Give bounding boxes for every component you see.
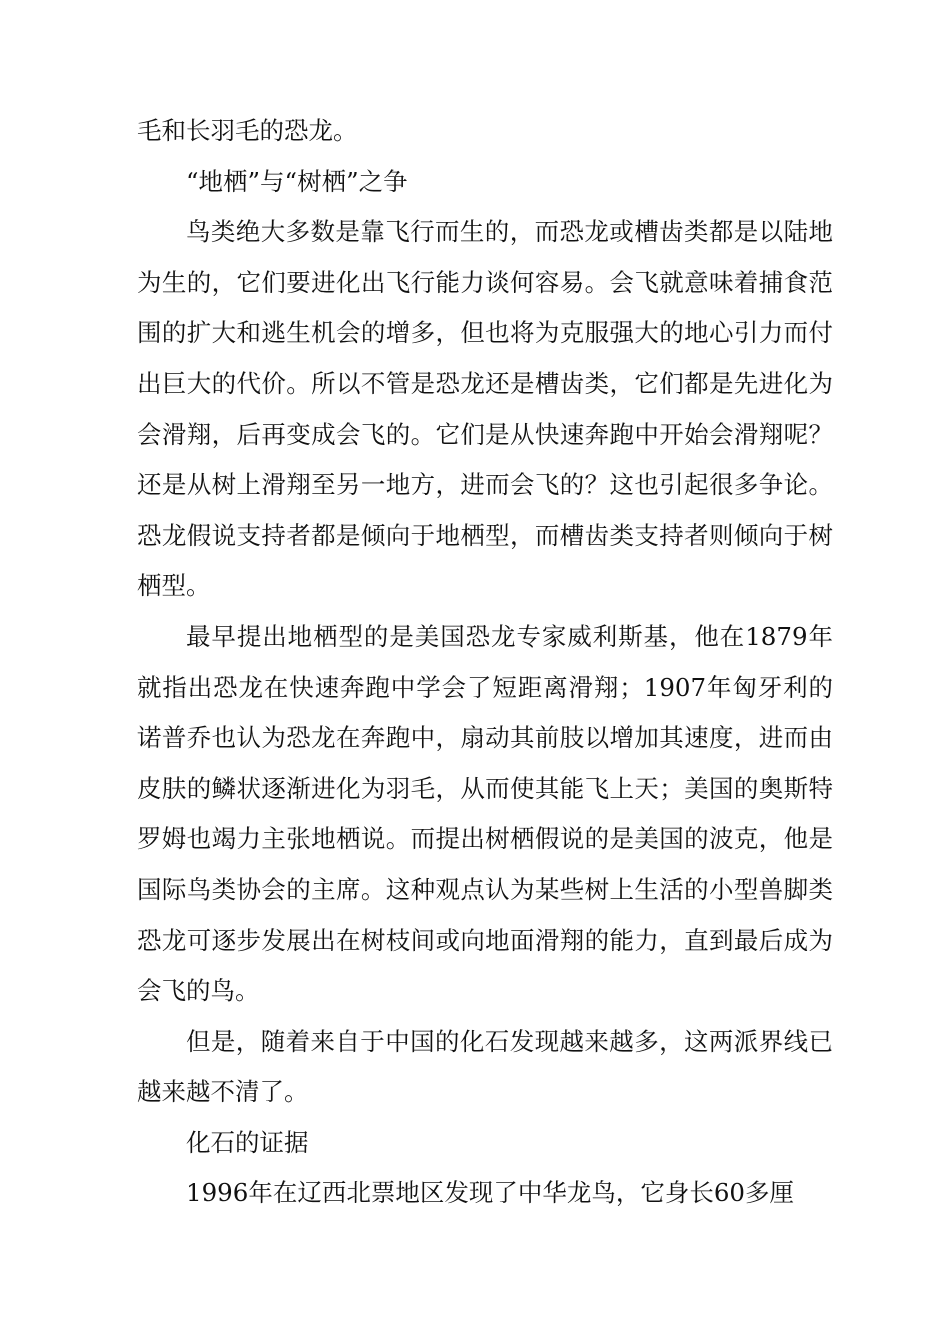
- paragraph-ground-tree-hypotheses: 最早提出地栖型的是美国恐龙专家威利斯基，他在1879年就指出恐龙在快速奔跑中学会了短距离滑翔；1907年匈牙利的诺普乔也认为恐龙在奔跑中，扇动其前肢以增加其速度，进而由皮肤的鳞状逐渐进化为羽毛，从而使其能飞上天；美国的奥斯特罗姆也竭力主张地栖说。而提出树栖假说的是美国的波克，他是国际鸟类协会的主席。这种观点认为某些树上生活的小型兽脚类恐龙可逐步发展出在树枝间或向地面滑翔的能力，直到最后成为会飞的鸟。: [137, 621, 833, 1006]
- paragraph-sinosauropteryx: 1996年在辽西北票地区发现了中华龙鸟，它身长60多厘: [186, 1178, 795, 1208]
- paragraph-flight-evolution: 鸟类绝大多数是靠飞行而生的，而恐龙或槽齿类都是以陆地为生的，它们要进化出飞行能力谈何容易。会飞就意味着捕食范围的扩大和逃生机会的增多，但也将为克服强大的地心引力而付出巨大的代价。所以不管是恐龙还是槽齿类，它们都是先进化为会滑翔，后再变成会飞的。它们是从快速奔跑中开始会滑翔呢？还是从树上滑翔至另一地方，进而会飞的？这也引起很多争论。恐龙假说支持者都是倾向于地栖型，而槽齿类支持者则倾向于树栖型。: [137, 217, 833, 601]
- paragraph-continuation: 毛和长羽毛的恐龙。: [137, 116, 358, 145]
- section-heading-habitat-debate: “地栖”与“树栖”之争: [186, 166, 408, 196]
- paragraph-china-fossils: 但是，随着来自于中国的化石发现越来越多，这两派界线已越来越不清了。: [137, 1026, 833, 1107]
- document-body: [137, 106, 833, 1219]
- section-heading-fossil-evidence: 化石的证据: [186, 1127, 309, 1157]
